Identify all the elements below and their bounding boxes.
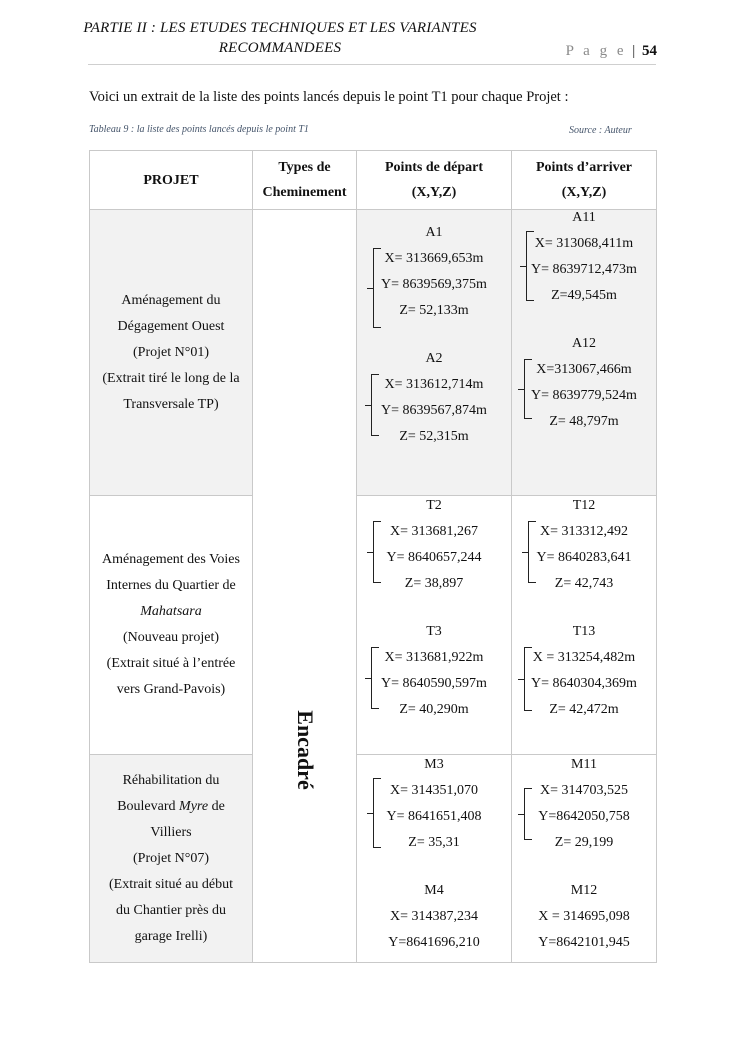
point-name: T12: [572, 498, 596, 513]
point-block-a12: [512, 331, 656, 435]
projet-text-italic: Myre: [179, 798, 209, 814]
brace-icon: [528, 521, 529, 583]
projet-line: (Extrait situé à l’entrée: [106, 656, 236, 671]
point-block-m4: [357, 878, 511, 956]
point-block-t13: [512, 619, 656, 723]
point-y: Y=8642101,945: [538, 935, 630, 950]
point-name: T3: [426, 624, 442, 639]
table-source: Source : Auteur: [569, 125, 632, 136]
point-y: Y= 8640304,369m: [531, 676, 637, 691]
arrivee-cell: [512, 496, 657, 755]
point-block-m3: [357, 752, 511, 856]
projet-line: (Projet N°01): [133, 344, 209, 360]
point-x: X= 314703,525: [539, 783, 628, 798]
header-title-line-2: RECOMMANDEES: [218, 40, 342, 56]
table-row: [90, 210, 657, 496]
point-x: X= 313681,267: [389, 524, 478, 539]
cheminement-label: Encadré: [292, 710, 318, 790]
header-types-line-1: Types de: [278, 160, 331, 175]
point-z: Z= 48,797m: [549, 414, 619, 429]
arrivee-cell: [512, 210, 657, 496]
point-y: Y= 8641651,408: [386, 809, 482, 824]
point-x: X=313067,466m: [536, 362, 632, 377]
intro-paragraph: Voici un extrait de la liste des points lancés depuis le point T1 pour chaque Projet :: [89, 89, 569, 105]
point-y: Y=8642050,758: [538, 809, 630, 824]
point-name: T13: [572, 624, 596, 639]
point-block-a1: [357, 220, 511, 324]
header-depart-line-1: Points de départ: [385, 160, 483, 175]
point-z: Z= 29,199: [554, 835, 614, 850]
table-header-row: [90, 151, 657, 210]
projet-line: Transversale TP): [123, 396, 219, 412]
table-row: [90, 496, 657, 755]
projet-line: Villiers: [150, 824, 192, 840]
point-x: X= 313681,922m: [384, 650, 484, 665]
point-name: A11: [572, 210, 596, 225]
projet-line: (Nouveau projet): [122, 630, 220, 645]
projet-line: Mahatsara: [140, 604, 202, 619]
header-types: [253, 151, 357, 210]
projet-line: garage Irelli): [134, 928, 208, 944]
header-divider: [88, 64, 656, 65]
page-number-block: [566, 43, 657, 60]
point-z: Z= 38,897: [404, 576, 464, 591]
brace-icon: [371, 374, 372, 436]
brace-icon: [524, 788, 525, 840]
point-x: X = 313254,482m: [532, 650, 636, 665]
point-name: M4: [424, 883, 444, 898]
point-z: Z= 52,315m: [399, 429, 469, 444]
point-x: X= 313612,714m: [384, 377, 484, 392]
projet-line: Réhabilitation du: [122, 772, 220, 788]
projet-line: (Extrait tiré le long de la: [102, 370, 240, 386]
point-y: Y= 8640657,244: [386, 550, 482, 565]
header-projet: PROJET: [90, 151, 253, 210]
projet-line: (Projet N°07): [133, 850, 209, 866]
projet-line: (Extrait situé au début: [108, 876, 234, 892]
projet-line: Aménagement des Voies: [102, 552, 240, 567]
point-z: Z= 40,290m: [399, 702, 469, 717]
page-number: 54: [642, 43, 657, 59]
header-arrivee-line-2: (X,Y,Z): [561, 185, 607, 200]
depart-cell: [357, 210, 512, 496]
depart-cell: [357, 496, 512, 755]
point-y: Y=8641696,210: [388, 935, 480, 950]
point-y: Y= 8640283,641: [536, 550, 632, 565]
point-z: Z= 35,31: [408, 835, 460, 850]
point-x: X= 313669,653m: [384, 251, 484, 266]
table-row: [90, 755, 657, 963]
point-y: Y= 8639569,375m: [381, 277, 487, 292]
point-name: M12: [570, 883, 598, 898]
page-separator: |: [632, 43, 636, 59]
point-block-a2: [357, 346, 511, 450]
point-block-a11: [512, 205, 656, 309]
header-depart: [357, 151, 512, 210]
brace-icon: [373, 248, 374, 328]
projet-line: Dégagement Ouest: [117, 318, 225, 334]
brace-icon: [371, 647, 372, 709]
brace-icon: [373, 778, 374, 848]
header-arrivee: [512, 151, 657, 210]
header-arrivee-line-1: Points d’arriver: [535, 160, 633, 175]
point-name: A12: [571, 336, 597, 351]
point-x: X= 314351,070: [389, 783, 478, 798]
page-label: P a g e: [565, 43, 627, 59]
brace-icon: [524, 359, 525, 419]
projet-line: du Chantier près du: [115, 902, 227, 918]
point-y: Y= 8639779,524m: [531, 388, 637, 403]
point-name: T2: [426, 498, 442, 513]
point-y: Y= 8639712,473m: [531, 262, 637, 277]
point-block-m11: [512, 752, 656, 856]
point-z: Z= 52,133m: [399, 303, 469, 318]
table-caption: Tableau 9 : la liste des points lancés depuis le point T1: [89, 124, 309, 135]
point-z: Z= 42,472m: [549, 702, 619, 717]
point-x: X= 313312,492: [539, 524, 628, 539]
point-block-t2: [357, 493, 511, 597]
projet-cell: [90, 496, 253, 755]
point-name: A2: [425, 351, 443, 366]
header-depart-line-2: (X,Y,Z): [411, 185, 457, 200]
point-z: Z=49,545m: [551, 288, 617, 303]
point-name: M11: [571, 757, 597, 772]
projet-line: vers Grand-Pavois): [116, 682, 226, 697]
point-x: X= 313068,411m: [534, 236, 634, 251]
arrivee-cell: [512, 755, 657, 963]
point-block-t12: [512, 493, 656, 597]
point-name: M3: [424, 757, 444, 772]
brace-icon: [373, 521, 374, 583]
projet-line: Internes du Quartier de: [106, 578, 236, 593]
projet-cell: [90, 210, 253, 496]
point-name: A1: [425, 225, 443, 240]
depart-cell: [357, 755, 512, 963]
cheminement-cell: [253, 210, 357, 963]
brace-icon: [524, 647, 525, 711]
projet-line: [90, 794, 252, 820]
point-block-t3: [357, 619, 511, 723]
projet-text: de: [208, 798, 225, 814]
point-block-m12: [512, 878, 656, 956]
point-x: X= 314387,234: [389, 909, 478, 924]
header-title: [60, 18, 500, 58]
point-z: Z= 42,743: [554, 576, 614, 591]
header-types-line-2: Cheminement: [262, 185, 347, 200]
brace-icon: [526, 231, 527, 301]
header-title-line-1: PARTIE II : LES ETUDES TECHNIQUES ET LES VARIANTES: [83, 20, 477, 36]
projet-line: Aménagement du: [121, 292, 221, 308]
point-y: Y= 8639567,874m: [381, 403, 487, 418]
points-table: [89, 150, 657, 963]
projet-cell: [90, 755, 253, 963]
point-y: Y= 8640590,597m: [381, 676, 487, 691]
point-x: X = 314695,098: [538, 909, 630, 924]
projet-text: Boulevard: [117, 798, 180, 814]
